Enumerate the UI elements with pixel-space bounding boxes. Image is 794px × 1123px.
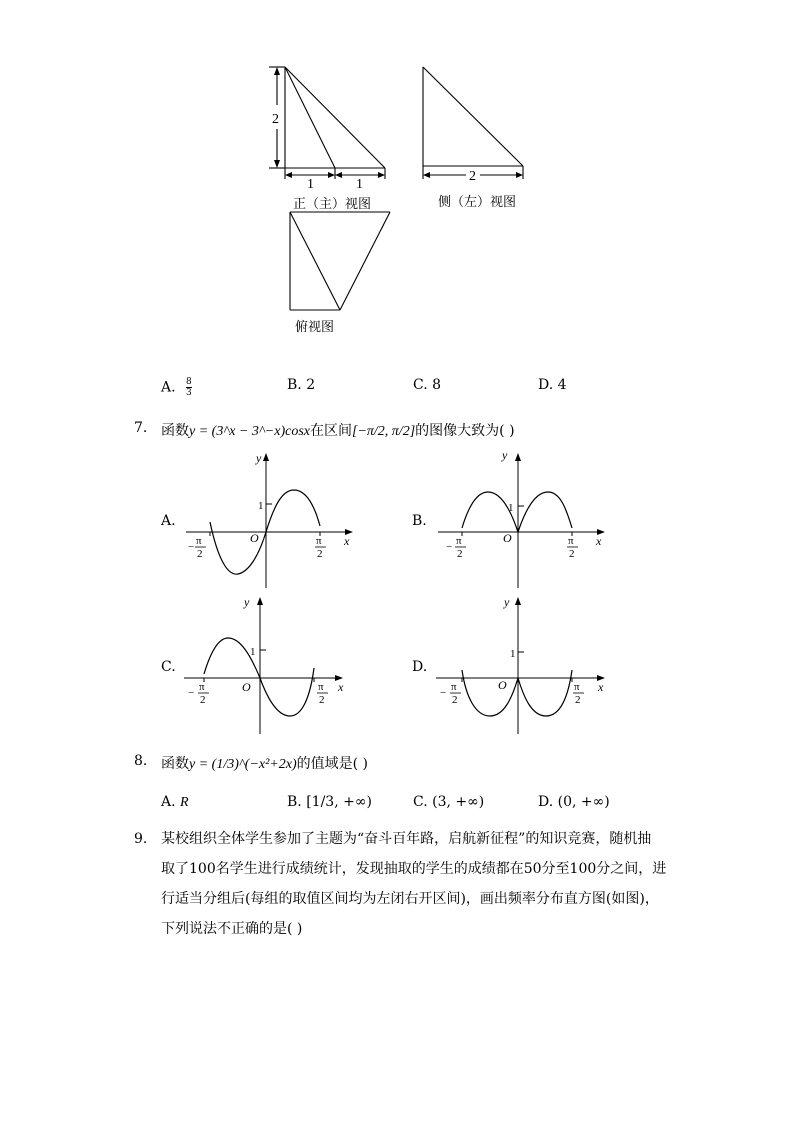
svg-text:π: π bbox=[316, 535, 322, 547]
svg-text:2: 2 bbox=[319, 694, 325, 706]
svg-text:x: x bbox=[338, 680, 344, 694]
svg-text:π: π bbox=[199, 681, 205, 693]
svg-text:y: y bbox=[504, 595, 510, 609]
q6-option-d: D. 4 bbox=[538, 377, 567, 393]
svg-text:x: x bbox=[596, 534, 602, 548]
dim-left-label: 1 bbox=[307, 177, 314, 192]
svg-text:π: π bbox=[456, 535, 462, 547]
svg-text:2: 2 bbox=[197, 548, 203, 560]
q7-graph-b bbox=[432, 448, 612, 590]
q9-stem bbox=[161, 824, 671, 944]
q7-option-b-label: B. bbox=[412, 513, 427, 529]
front-view-caption: 正（主）视图 bbox=[293, 197, 372, 212]
side-view-caption: 侧（左）视图 bbox=[438, 195, 517, 210]
svg-text:2: 2 bbox=[452, 694, 458, 706]
svg-text:y: y bbox=[244, 595, 250, 609]
svg-text:π: π bbox=[574, 681, 580, 693]
svg-text:2: 2 bbox=[457, 548, 463, 560]
svg-text:2: 2 bbox=[569, 548, 575, 560]
svg-text:x: x bbox=[344, 534, 350, 548]
q7-formula: y = (3^x − 3^−x)cosx bbox=[189, 424, 310, 439]
dim-right-label: 1 bbox=[356, 177, 363, 192]
q8-number: 8. bbox=[134, 753, 148, 769]
svg-text:π: π bbox=[451, 681, 457, 693]
q9-line-1: 某校组织全体学生参加了主题为“奋斗百年路，启航新征程”的知识竞赛，随机抽 bbox=[161, 831, 652, 847]
svg-text:−: − bbox=[440, 687, 447, 699]
q8-option-b: B. [1/3, +∞) bbox=[287, 794, 372, 810]
q7-stem: 函数y = (3^x − 3^−x)cosx在区间[−π/2, π/2]的图像大致为( ) bbox=[161, 423, 515, 439]
svg-text:1: 1 bbox=[508, 502, 514, 514]
q7-option-c-label: C. bbox=[161, 659, 176, 675]
q7-graph-c bbox=[180, 594, 360, 736]
svg-text:π: π bbox=[318, 681, 324, 693]
q9-number: 9. bbox=[134, 831, 148, 847]
svg-text:y: y bbox=[256, 451, 262, 465]
svg-text:1: 1 bbox=[250, 646, 256, 658]
svg-text:1: 1 bbox=[510, 648, 516, 660]
q7-option-a-label: A. bbox=[161, 513, 176, 529]
svg-text:2: 2 bbox=[317, 548, 323, 560]
svg-text:2: 2 bbox=[200, 694, 206, 706]
svg-text:π: π bbox=[568, 535, 574, 547]
q7-option-d-label: D. bbox=[412, 659, 428, 675]
svg-text:y: y bbox=[502, 448, 508, 462]
dim-side-label: 2 bbox=[469, 169, 476, 184]
svg-text:2: 2 bbox=[575, 694, 581, 706]
svg-text:x: x bbox=[598, 680, 604, 694]
svg-text:−: − bbox=[446, 541, 453, 553]
svg-text:−: − bbox=[188, 687, 195, 699]
q9-line-2: 取了100名学生进行成绩统计，发现抽取的学生的成绩都在50分至100分之间，进 bbox=[161, 861, 667, 877]
svg-text:O: O bbox=[242, 680, 251, 694]
q8-option-a: A. R bbox=[161, 794, 189, 810]
top-view-caption: 俯视图 bbox=[295, 320, 335, 335]
q6-option-c: C. 8 bbox=[413, 377, 442, 393]
svg-text:O: O bbox=[503, 531, 512, 545]
q6-option-b: B. 2 bbox=[287, 377, 316, 393]
svg-text:−: − bbox=[188, 541, 195, 553]
svg-text:1: 1 bbox=[258, 500, 264, 512]
q8-option-c: C. (3, +∞) bbox=[413, 794, 485, 810]
q9-line-3: 行适当分组后(每组的取值区间均为左闭右开区间)，画出频率分布直方图(如图)， bbox=[161, 891, 659, 907]
q9-line-4: 下列说法不正确的是( ) bbox=[161, 921, 303, 937]
q8-option-d: D. (0, +∞) bbox=[538, 794, 610, 810]
svg-text:O: O bbox=[498, 678, 507, 692]
q7-graph-d bbox=[432, 594, 612, 736]
q8-formula: y = (1/3)^(−x²+2x) bbox=[189, 757, 297, 772]
q6-option-a: A. $\frac{8}{3}$ bbox=[161, 377, 192, 398]
dim-height-label: 2 bbox=[272, 112, 279, 127]
q7-interval: [−π/2, π/2] bbox=[352, 424, 416, 439]
q8-stem: 函数y = (1/3)^(−x²+2x)的值域是( ) bbox=[161, 756, 368, 772]
svg-text:O: O bbox=[250, 531, 259, 545]
svg-text:π: π bbox=[196, 535, 202, 547]
q7-number: 7. bbox=[134, 420, 148, 436]
q7-graph-a bbox=[180, 448, 360, 590]
